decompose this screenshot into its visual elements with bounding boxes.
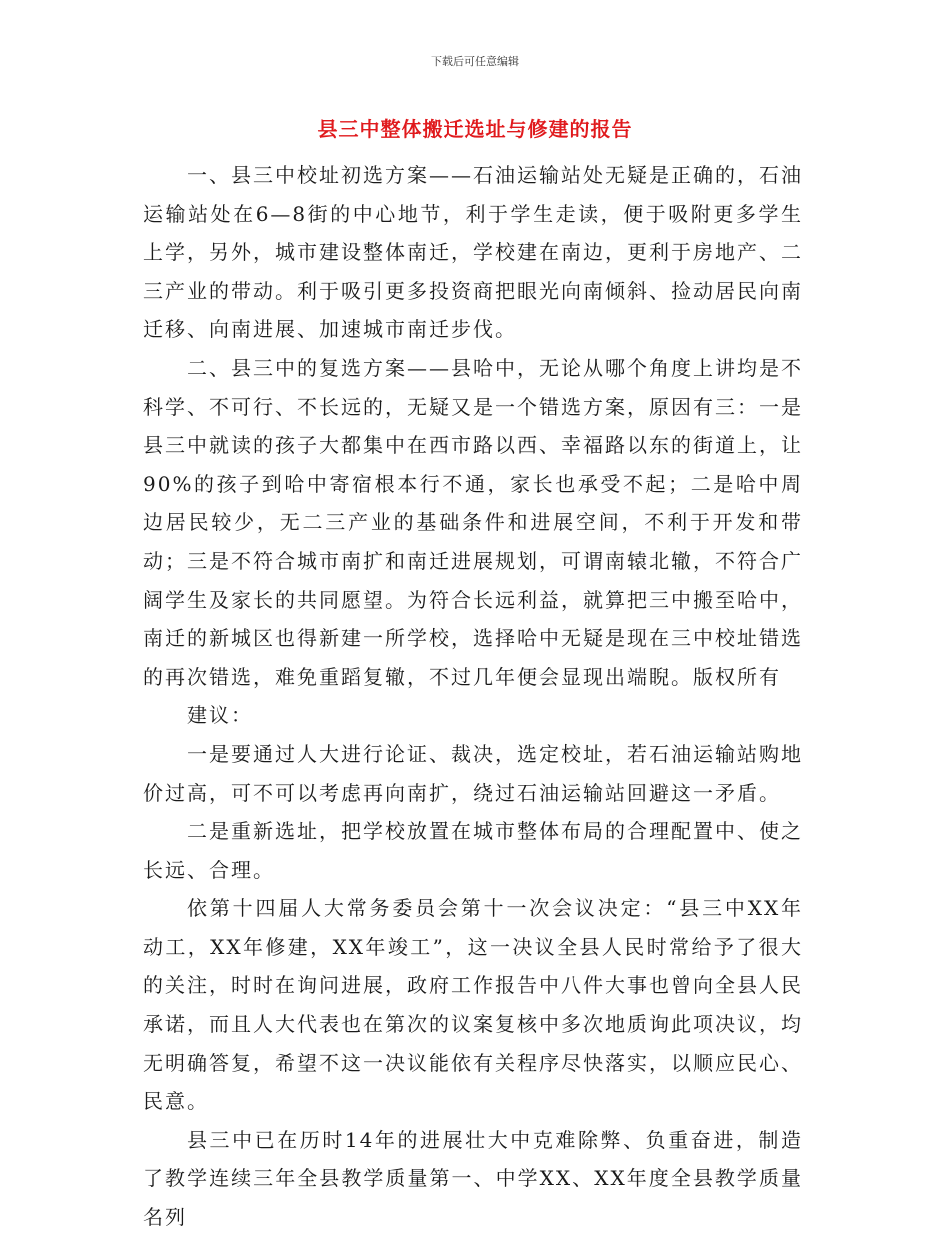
document-title: 县三中整体搬迁选址与修建的报告 <box>317 117 633 141</box>
paragraph: 依第十四届人大常务委员会第十一次会议决定：“县三中XX年动工，XX年修建，XX年竣工”，这一决议全县人民时常给予了很大的关注，时时在询问进展，政府工作报告中八件大事也曾向全县人民承诺，而且人大代表也在第次的议案复核中多次地质询此项决议，均无明确答复，希望不这一决议能依有关程序尽快落实，以顺应民心、民意。 <box>143 896 803 1114</box>
header-note: 下载后可任意编辑 <box>431 55 519 68</box>
paragraph: 二是重新选址，把学校放置在城市整体布局的合理配置中、使之长远、合理。 <box>143 819 803 882</box>
document-body <box>143 156 803 1237</box>
paragraph: 一、县三中校址初选方案——石油运输站处无疑是正确的，石油运输站处在6—8街的中心地节，利于学生走读，便于吸附更多学生上学，另外，城市建设整体南迁，学校建在南边，更利于房地产、二三产业的带动。利于吸引更多投资商把眼光向南倾斜、捡动居民向南迁移、向南进展、加速城市南迁步伐。 <box>143 163 803 342</box>
paragraph: 二、县三中的复选方案——县哈中，无论从哪个角度上讲均是不科学、不可行、不长远的，无疑又是一个错选方案，原因有三：一是县三中就读的孩子大都集中在西市路以西、幸福路以东的街道上，让90%的孩子到哈中寄宿根本行不通，家长也承受不起；二是哈中周边居民较少，无二三产业的基础条件和进展空间，不利于开发和带动；三是不符合城市南扩和南迁进展规划，可谓南辕北辙，不符合广阔学生及家长的共同愿望。为符合长远利益，就算把三中搬至哈中，南迁的新城区也得新建一所学校，选择哈中无疑是现在三中校址错选的再次错选，难免重蹈复辙，不过几年便会显现出端睨。版权所有 <box>143 355 803 689</box>
paragraph: 一是要通过人大进行论证、裁决，选定校址，若石油运输站购地价过高，可不可以考虑再向南扩，绕过石油运输站回避这一矛盾。 <box>143 741 803 805</box>
paragraph: 建议： <box>187 703 253 728</box>
paragraph: 县三中已在历时14年的进展壮大中克难除弊、负重奋进，制造了教学连续三年全县教学质量第一、中学XX、XX年度全县教学质量名列 <box>143 1127 803 1230</box>
